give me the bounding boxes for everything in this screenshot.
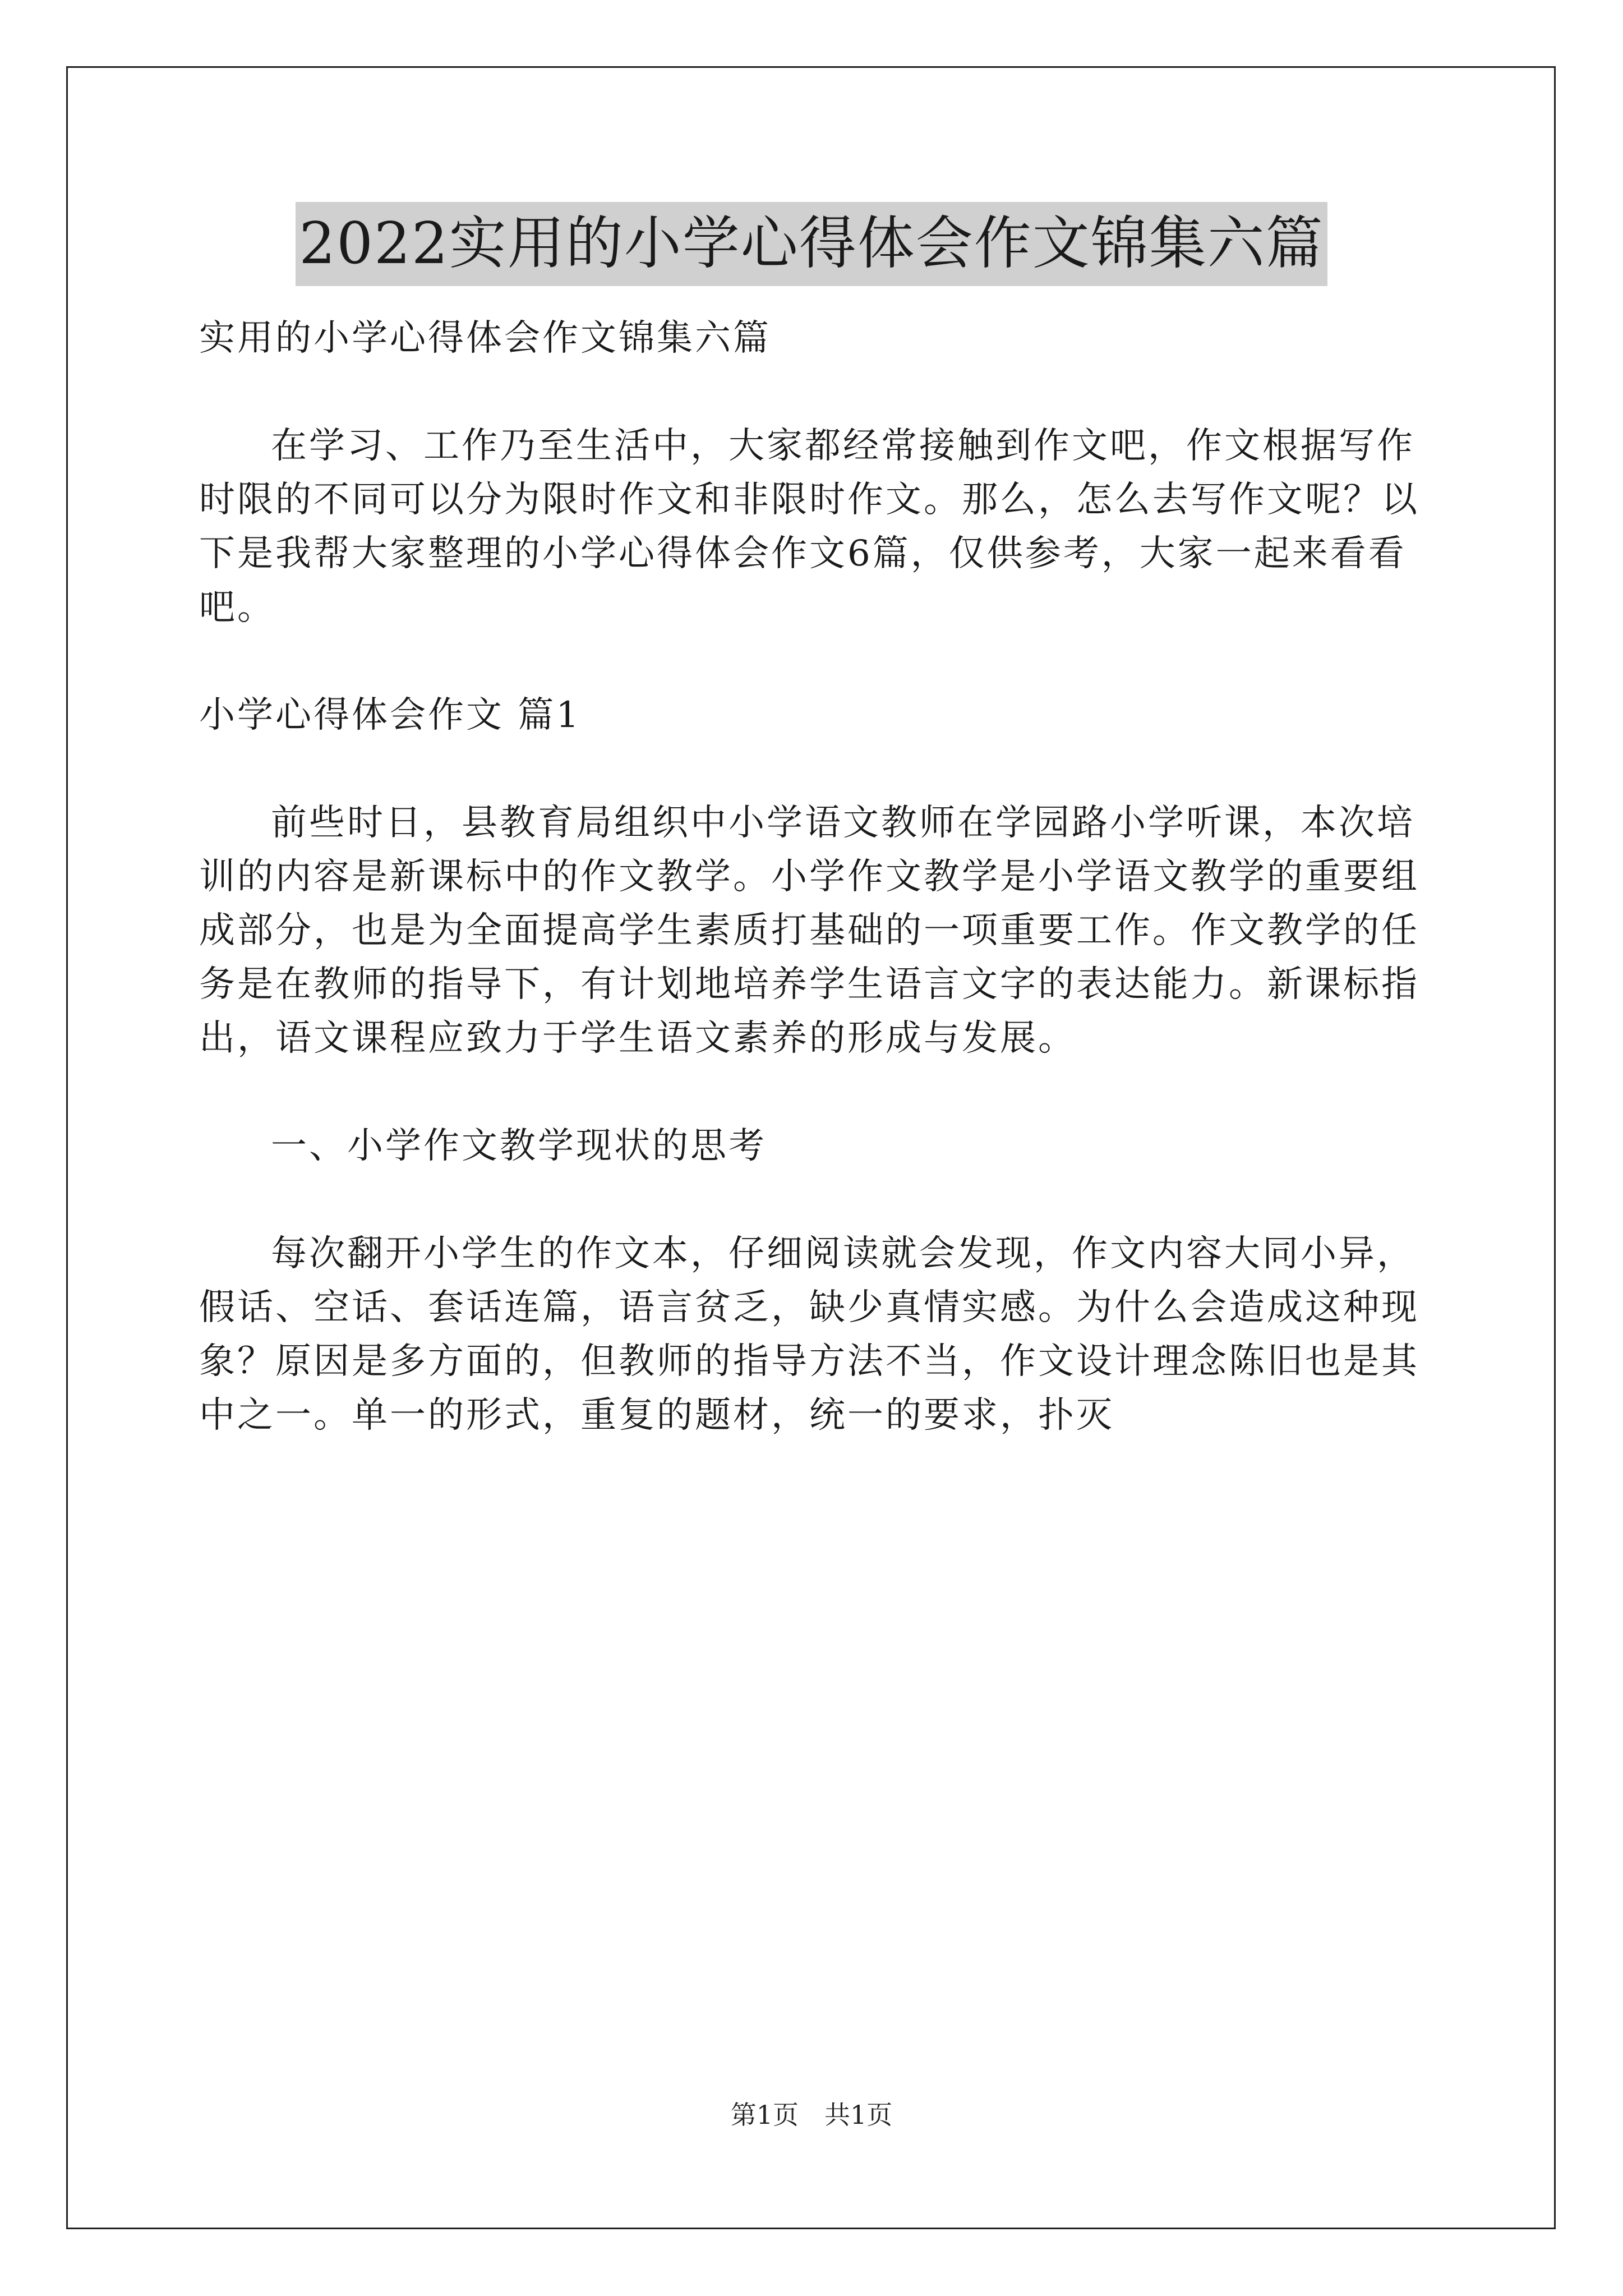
section-heading: 小学心得体会作文 篇1 bbox=[199, 694, 582, 736]
document-title: 2022实用的小学心得体会作文锦集六篇 bbox=[296, 202, 1327, 286]
subtitle-paragraph: 实用的小学心得体会作文锦集六篇 bbox=[199, 318, 771, 359]
intro-paragraph: 在学习、工作乃至生活中，大家都经常接触到作文吧，作文根据写作时限的不同可以分为限时作文和非限时作文。那么，怎么去写作文呢？以下是我帮大家整理的小学心得体会作文6篇，仅供参考，大家一起来看看吧。 bbox=[199, 425, 1419, 628]
body-paragraph: 每次翻开小学生的作文本，仔细阅读就会发现，作文内容大同小异，假话、空话、套话连篇，语言贫乏，缺少真情实感。为什么会造成这种现象？原因是多方面的，但教师的指导方法不当，作文设计理念陈旧也是其中之一。单一的形式，重复的题材，统一的要求，扑灭 bbox=[199, 1233, 1419, 1436]
page-footer: 第1页 共1页 bbox=[730, 2100, 893, 2130]
subheading-paragraph: 一、小学作文教学现状的思考 bbox=[271, 1125, 767, 1167]
body-paragraph: 前些时日，县教育局组织中小学语文教师在学园路小学听课，本次培训的内容是新课标中的作文教学。小学作文教学是小学语文教学的重要组成部分，也是为全面提高学生素质打基础的一项重要工作。作文教学的任务是在教师的指导下，有计划地培养学生语言文字的表达能力。新课标指出，语文课程应致力于学生语文素养的形成与发展。 bbox=[199, 802, 1419, 1059]
document-body bbox=[199, 311, 1427, 1496]
title-container bbox=[0, 202, 1623, 286]
